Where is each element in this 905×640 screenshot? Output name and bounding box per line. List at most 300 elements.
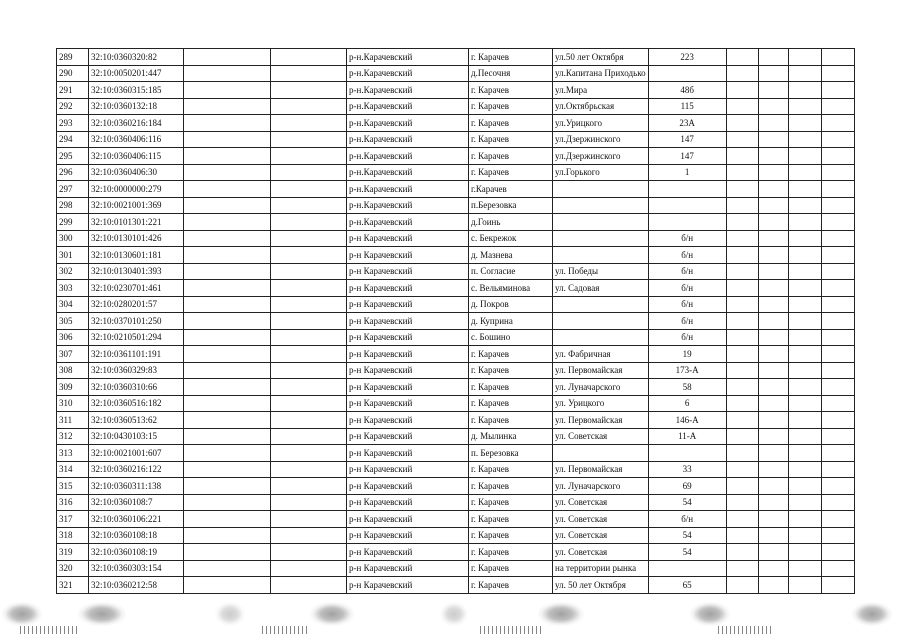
blank-cell bbox=[184, 362, 271, 379]
house-number: б/н bbox=[648, 296, 726, 313]
street: ул. Луначарского bbox=[553, 379, 649, 396]
settlement: д.Песочня bbox=[469, 65, 553, 82]
cadastral-number: 32:10:0360108:18 bbox=[89, 527, 184, 544]
blank-cell bbox=[821, 263, 854, 280]
house-number: 11-А bbox=[648, 428, 726, 445]
cadastral-number: 32:10:0210501:294 bbox=[89, 329, 184, 346]
settlement: д. Мылинка bbox=[469, 428, 553, 445]
blank-cell bbox=[726, 296, 758, 313]
blank-cell bbox=[184, 346, 271, 363]
cadastral-number: 32:10:0361101:191 bbox=[89, 346, 184, 363]
blank-cell bbox=[788, 379, 821, 396]
blank-cell bbox=[726, 461, 758, 478]
blank-cell bbox=[726, 280, 758, 297]
cadastral-number: 32:10:0360406:115 bbox=[89, 148, 184, 165]
blank-cell bbox=[788, 65, 821, 82]
street: ул. Советская bbox=[553, 494, 649, 511]
row-number: 314 bbox=[57, 461, 89, 478]
table-row bbox=[57, 131, 855, 148]
table-row bbox=[57, 280, 855, 297]
street: ул.Горького bbox=[553, 164, 649, 181]
row-number: 308 bbox=[57, 362, 89, 379]
district: р-н Карачевский bbox=[347, 494, 469, 511]
street: ул.Октябрьская bbox=[553, 98, 649, 115]
row-number: 318 bbox=[57, 527, 89, 544]
blank-cell bbox=[271, 577, 347, 594]
blank-cell bbox=[271, 461, 347, 478]
house-number: 223 bbox=[648, 49, 726, 66]
row-number: 313 bbox=[57, 445, 89, 462]
settlement: г. Карачев bbox=[469, 395, 553, 412]
blank-cell bbox=[821, 98, 854, 115]
blank-cell bbox=[184, 280, 271, 297]
house-number: 58 bbox=[648, 379, 726, 396]
table-row bbox=[57, 511, 855, 528]
row-number: 300 bbox=[57, 230, 89, 247]
blank-cell bbox=[184, 412, 271, 429]
street: ул.Урицкого bbox=[553, 115, 649, 132]
blank-cell bbox=[758, 49, 788, 66]
blank-cell bbox=[758, 98, 788, 115]
street: ул.Капитана Приходько bbox=[553, 65, 649, 82]
blank-cell bbox=[726, 98, 758, 115]
blank-cell bbox=[271, 197, 347, 214]
street bbox=[553, 445, 649, 462]
blank-cell bbox=[788, 412, 821, 429]
district: р-н Карачевский bbox=[347, 329, 469, 346]
blank-cell bbox=[184, 494, 271, 511]
blank-cell bbox=[271, 164, 347, 181]
district: р-н Карачевский bbox=[347, 313, 469, 330]
blank-cell bbox=[726, 247, 758, 264]
cadastral-number: 32:10:0021001:607 bbox=[89, 445, 184, 462]
blank-cell bbox=[788, 280, 821, 297]
blank-cell bbox=[758, 362, 788, 379]
settlement: г.Карачев bbox=[469, 181, 553, 198]
settlement: г. Карачев bbox=[469, 494, 553, 511]
district: р-н.Карачевский bbox=[347, 131, 469, 148]
district: р-н.Карачевский bbox=[347, 181, 469, 198]
blank-cell bbox=[271, 98, 347, 115]
row-number: 289 bbox=[57, 49, 89, 66]
blank-cell bbox=[788, 445, 821, 462]
street: ул. 50 лет Октября bbox=[553, 577, 649, 594]
blank-cell bbox=[184, 527, 271, 544]
blank-cell bbox=[271, 346, 347, 363]
blank-cell bbox=[758, 296, 788, 313]
blank-cell bbox=[726, 65, 758, 82]
blank-cell bbox=[821, 49, 854, 66]
district: р-н Карачевский bbox=[347, 445, 469, 462]
street: ул.Мира bbox=[553, 82, 649, 99]
blank-cell bbox=[788, 461, 821, 478]
blank-cell bbox=[821, 511, 854, 528]
cadastral-number: 32:10:0360132:18 bbox=[89, 98, 184, 115]
blank-cell bbox=[788, 263, 821, 280]
street bbox=[553, 313, 649, 330]
cadastral-number: 32:10:0130401:393 bbox=[89, 263, 184, 280]
blank-cell bbox=[758, 247, 788, 264]
cadastral-number: 32:10:0360216:184 bbox=[89, 115, 184, 132]
blank-cell bbox=[271, 428, 347, 445]
settlement: д. Мазнева bbox=[469, 247, 553, 264]
district: р-н Карачевский bbox=[347, 544, 469, 561]
table-row bbox=[57, 494, 855, 511]
house-number: б/н bbox=[648, 329, 726, 346]
cadastral-number: 32:10:0360212:58 bbox=[89, 577, 184, 594]
blank-cell bbox=[184, 544, 271, 561]
blank-cell bbox=[788, 395, 821, 412]
settlement: п. Согласие bbox=[469, 263, 553, 280]
blank-cell bbox=[788, 131, 821, 148]
blank-cell bbox=[758, 577, 788, 594]
street: ул. Первомайская bbox=[553, 362, 649, 379]
district: р-н.Карачевский bbox=[347, 197, 469, 214]
blank-cell bbox=[821, 313, 854, 330]
house-number: 146-А bbox=[648, 412, 726, 429]
house-number: б/н bbox=[648, 280, 726, 297]
blank-cell bbox=[726, 263, 758, 280]
blank-cell bbox=[758, 445, 788, 462]
house-number bbox=[648, 181, 726, 198]
blank-cell bbox=[726, 115, 758, 132]
blank-cell bbox=[271, 511, 347, 528]
table-row bbox=[57, 577, 855, 594]
table-row bbox=[57, 65, 855, 82]
blank-cell bbox=[821, 329, 854, 346]
blank-cell bbox=[184, 511, 271, 528]
house-number: 147 bbox=[648, 131, 726, 148]
blank-cell bbox=[726, 527, 758, 544]
blank-cell bbox=[821, 577, 854, 594]
blank-cell bbox=[821, 164, 854, 181]
settlement: с. Бошино bbox=[469, 329, 553, 346]
blank-cell bbox=[184, 395, 271, 412]
scan-artifacts bbox=[0, 596, 905, 640]
table-row bbox=[57, 115, 855, 132]
cadastral-number: 32:10:0360406:30 bbox=[89, 164, 184, 181]
blank-cell bbox=[726, 181, 758, 198]
row-number: 295 bbox=[57, 148, 89, 165]
blank-cell bbox=[821, 544, 854, 561]
table-row bbox=[57, 148, 855, 165]
district: р-н Карачевский bbox=[347, 346, 469, 363]
street bbox=[553, 296, 649, 313]
settlement: п.Березовка bbox=[469, 197, 553, 214]
settlement: г. Карачев bbox=[469, 362, 553, 379]
blank-cell bbox=[271, 247, 347, 264]
house-number: 19 bbox=[648, 346, 726, 363]
settlement: г. Карачев bbox=[469, 577, 553, 594]
blank-cell bbox=[726, 131, 758, 148]
blank-cell bbox=[726, 82, 758, 99]
blank-cell bbox=[184, 131, 271, 148]
blank-cell bbox=[821, 181, 854, 198]
blank-cell bbox=[184, 82, 271, 99]
blank-cell bbox=[726, 544, 758, 561]
district: р-н Карачевский bbox=[347, 527, 469, 544]
row-number: 307 bbox=[57, 346, 89, 363]
blank-cell bbox=[184, 478, 271, 495]
blank-cell bbox=[821, 214, 854, 231]
blank-cell bbox=[788, 230, 821, 247]
district: р-н.Карачевский bbox=[347, 98, 469, 115]
blank-cell bbox=[821, 478, 854, 495]
settlement: г. Карачев bbox=[469, 379, 553, 396]
row-number: 311 bbox=[57, 412, 89, 429]
district: р-н Карачевский bbox=[347, 379, 469, 396]
settlement: д. Куприна bbox=[469, 313, 553, 330]
table-row bbox=[57, 412, 855, 429]
street: ул. Первомайская bbox=[553, 461, 649, 478]
row-number: 321 bbox=[57, 577, 89, 594]
cadastral-number: 32:10:0370101:250 bbox=[89, 313, 184, 330]
house-number: 54 bbox=[648, 527, 726, 544]
blank-cell bbox=[788, 197, 821, 214]
property-register-table bbox=[56, 48, 855, 594]
blank-cell bbox=[821, 280, 854, 297]
cadastral-number: 32:10:0360311:138 bbox=[89, 478, 184, 495]
street: ул. Фабричная bbox=[553, 346, 649, 363]
blank-cell bbox=[788, 82, 821, 99]
row-number: 309 bbox=[57, 379, 89, 396]
blank-cell bbox=[726, 445, 758, 462]
district: р-н Карачевский bbox=[347, 478, 469, 495]
district: р-н.Карачевский bbox=[347, 49, 469, 66]
cadastral-number: 32:10:0130601:181 bbox=[89, 247, 184, 264]
blank-cell bbox=[758, 82, 788, 99]
settlement: г. Карачев bbox=[469, 148, 553, 165]
settlement: г. Карачев bbox=[469, 164, 553, 181]
blank-cell bbox=[758, 131, 788, 148]
house-number: 48б bbox=[648, 82, 726, 99]
row-number: 319 bbox=[57, 544, 89, 561]
blank-cell bbox=[758, 527, 788, 544]
blank-cell bbox=[726, 428, 758, 445]
blank-cell bbox=[758, 428, 788, 445]
blank-cell bbox=[821, 115, 854, 132]
blank-cell bbox=[184, 230, 271, 247]
table-row bbox=[57, 544, 855, 561]
blank-cell bbox=[271, 478, 347, 495]
blank-cell bbox=[184, 263, 271, 280]
street: ул.Дзержинского bbox=[553, 131, 649, 148]
table-row bbox=[57, 247, 855, 264]
house-number: 115 bbox=[648, 98, 726, 115]
cadastral-number: 32:10:0360108:7 bbox=[89, 494, 184, 511]
blank-cell bbox=[788, 247, 821, 264]
table-row bbox=[57, 329, 855, 346]
blank-cell bbox=[184, 428, 271, 445]
table-row bbox=[57, 49, 855, 66]
table-row bbox=[57, 395, 855, 412]
blank-cell bbox=[788, 214, 821, 231]
blank-cell bbox=[758, 379, 788, 396]
cadastral-number: 32:10:0360106:221 bbox=[89, 511, 184, 528]
house-number: б/н bbox=[648, 313, 726, 330]
table-row bbox=[57, 98, 855, 115]
district: р-н.Карачевский bbox=[347, 65, 469, 82]
street bbox=[553, 329, 649, 346]
street: ул. Советская bbox=[553, 511, 649, 528]
blank-cell bbox=[788, 148, 821, 165]
blank-cell bbox=[758, 280, 788, 297]
table-row bbox=[57, 82, 855, 99]
district: р-н Карачевский bbox=[347, 230, 469, 247]
street: ул. Луначарского bbox=[553, 478, 649, 495]
cadastral-number: 32:10:0360315:185 bbox=[89, 82, 184, 99]
street bbox=[553, 197, 649, 214]
blank-cell bbox=[821, 131, 854, 148]
blank-cell bbox=[271, 412, 347, 429]
blank-cell bbox=[821, 346, 854, 363]
blank-cell bbox=[184, 445, 271, 462]
blank-cell bbox=[184, 164, 271, 181]
house-number: 1 bbox=[648, 164, 726, 181]
blank-cell bbox=[788, 115, 821, 132]
blank-cell bbox=[758, 511, 788, 528]
blank-cell bbox=[184, 296, 271, 313]
row-number: 302 bbox=[57, 263, 89, 280]
street: ул. Советская bbox=[553, 527, 649, 544]
house-number: 54 bbox=[648, 494, 726, 511]
district: р-н Карачевский bbox=[347, 263, 469, 280]
blank-cell bbox=[758, 181, 788, 198]
street: ул.Дзержинского bbox=[553, 148, 649, 165]
table-row bbox=[57, 362, 855, 379]
row-number: 294 bbox=[57, 131, 89, 148]
blank-cell bbox=[788, 181, 821, 198]
blank-cell bbox=[821, 82, 854, 99]
blank-cell bbox=[821, 560, 854, 577]
district: р-н Карачевский bbox=[347, 247, 469, 264]
blank-cell bbox=[758, 214, 788, 231]
blank-cell bbox=[758, 461, 788, 478]
table-row bbox=[57, 181, 855, 198]
blank-cell bbox=[788, 313, 821, 330]
cadastral-number: 32:10:0430103:15 bbox=[89, 428, 184, 445]
settlement: г. Карачев bbox=[469, 544, 553, 561]
row-number: 306 bbox=[57, 329, 89, 346]
blank-cell bbox=[788, 164, 821, 181]
cadastral-number: 32:10:0360108:19 bbox=[89, 544, 184, 561]
blank-cell bbox=[726, 313, 758, 330]
blank-cell bbox=[821, 230, 854, 247]
cadastral-number: 32:10:0230701:461 bbox=[89, 280, 184, 297]
blank-cell bbox=[758, 329, 788, 346]
district: р-н Карачевский bbox=[347, 296, 469, 313]
blank-cell bbox=[788, 511, 821, 528]
blank-cell bbox=[821, 148, 854, 165]
settlement: г. Карачев bbox=[469, 346, 553, 363]
table-row bbox=[57, 478, 855, 495]
district: р-н Карачевский bbox=[347, 560, 469, 577]
blank-cell bbox=[271, 296, 347, 313]
blank-cell bbox=[821, 445, 854, 462]
district: р-н.Карачевский bbox=[347, 214, 469, 231]
blank-cell bbox=[821, 65, 854, 82]
house-number bbox=[648, 214, 726, 231]
row-number: 292 bbox=[57, 98, 89, 115]
settlement: г. Карачев bbox=[469, 461, 553, 478]
street: ул. Победы bbox=[553, 263, 649, 280]
table-row bbox=[57, 461, 855, 478]
blank-cell bbox=[726, 577, 758, 594]
blank-cell bbox=[821, 494, 854, 511]
row-number: 315 bbox=[57, 478, 89, 495]
blank-cell bbox=[821, 395, 854, 412]
blank-cell bbox=[271, 445, 347, 462]
blank-cell bbox=[758, 263, 788, 280]
cadastral-number: 32:10:0101301:221 bbox=[89, 214, 184, 231]
house-number: 173-А bbox=[648, 362, 726, 379]
cadastral-number: 32:10:0360320:82 bbox=[89, 49, 184, 66]
blank-cell bbox=[184, 115, 271, 132]
cadastral-number: 32:10:0130101:426 bbox=[89, 230, 184, 247]
blank-cell bbox=[184, 49, 271, 66]
blank-cell bbox=[726, 379, 758, 396]
cadastral-number: 32:10:0360406:116 bbox=[89, 131, 184, 148]
house-number: б/н bbox=[648, 263, 726, 280]
settlement: г. Карачев bbox=[469, 412, 553, 429]
blank-cell bbox=[821, 379, 854, 396]
blank-cell bbox=[758, 230, 788, 247]
row-number: 296 bbox=[57, 164, 89, 181]
blank-cell bbox=[821, 412, 854, 429]
blank-cell bbox=[758, 395, 788, 412]
settlement: г. Карачев bbox=[469, 131, 553, 148]
row-number: 299 bbox=[57, 214, 89, 231]
blank-cell bbox=[788, 428, 821, 445]
blank-cell bbox=[726, 395, 758, 412]
blank-cell bbox=[821, 197, 854, 214]
blank-cell bbox=[788, 346, 821, 363]
blank-cell bbox=[271, 263, 347, 280]
blank-cell bbox=[184, 379, 271, 396]
blank-cell bbox=[726, 560, 758, 577]
row-number: 301 bbox=[57, 247, 89, 264]
district: р-н.Карачевский bbox=[347, 164, 469, 181]
blank-cell bbox=[726, 49, 758, 66]
street: ул. Первомайская bbox=[553, 412, 649, 429]
table-row bbox=[57, 164, 855, 181]
blank-cell bbox=[788, 49, 821, 66]
row-number: 293 bbox=[57, 115, 89, 132]
street bbox=[553, 230, 649, 247]
blank-cell bbox=[271, 527, 347, 544]
blank-cell bbox=[271, 494, 347, 511]
house-number: 147 bbox=[648, 148, 726, 165]
blank-cell bbox=[271, 280, 347, 297]
blank-cell bbox=[821, 362, 854, 379]
blank-cell bbox=[271, 544, 347, 561]
blank-cell bbox=[788, 527, 821, 544]
cadastral-number: 32:10:0360216:122 bbox=[89, 461, 184, 478]
settlement: п. Березовка bbox=[469, 445, 553, 462]
street: ул.50 лет Октября bbox=[553, 49, 649, 66]
settlement: г. Карачев bbox=[469, 82, 553, 99]
district: р-н.Карачевский bbox=[347, 82, 469, 99]
row-number: 310 bbox=[57, 395, 89, 412]
blank-cell bbox=[184, 329, 271, 346]
blank-cell bbox=[184, 214, 271, 231]
blank-cell bbox=[271, 313, 347, 330]
blank-cell bbox=[271, 49, 347, 66]
blank-cell bbox=[821, 527, 854, 544]
cadastral-number: 32:10:0360303:154 bbox=[89, 560, 184, 577]
table-row bbox=[57, 197, 855, 214]
row-number: 291 bbox=[57, 82, 89, 99]
